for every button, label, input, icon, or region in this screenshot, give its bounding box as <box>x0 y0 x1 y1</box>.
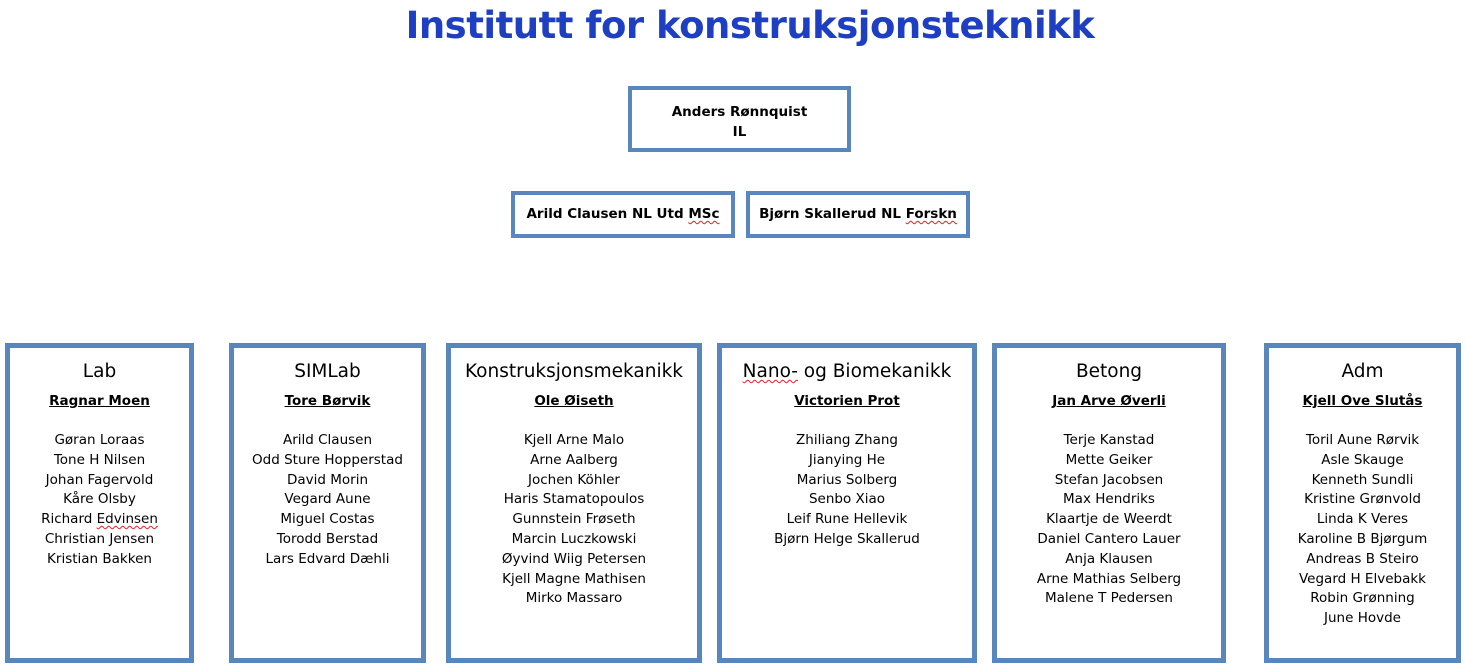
member-list <box>997 431 1221 609</box>
member-name: Jochen Köhler <box>528 471 620 488</box>
department-name: Konstruksjonsmekanikk <box>464 361 684 382</box>
member-name: Marcin Luczkowski <box>511 530 637 547</box>
member-name: Kåre Olsby <box>63 491 136 508</box>
member-name: Mirko Massaro <box>525 590 623 607</box>
member-name: Anja Klausen <box>1065 550 1153 567</box>
member-name: Toril Aune Rørvik <box>1305 432 1420 448</box>
department-name: Betong <box>1075 361 1143 382</box>
member-name: Bjørn Helge Skallerud <box>774 530 920 547</box>
department-box-konstruksjonsmekanikk <box>446 343 702 663</box>
member-name: Kristian Bakken <box>47 550 152 567</box>
member-list <box>1269 431 1456 629</box>
member-name: Haris Stamatopoulos <box>503 491 645 508</box>
member-name: Gunnstein Frøseth <box>512 511 636 528</box>
member-name: Terje Kanstad <box>1063 432 1155 448</box>
member-name: Miguel Costas <box>280 511 375 528</box>
member-name: Kjell Arne Malo <box>523 432 625 448</box>
member-name: Tone H Nilsen <box>53 451 146 468</box>
member-name: Linda K Veres <box>1316 511 1409 528</box>
department-box-lab <box>5 343 194 663</box>
leader-role: IL <box>732 124 747 140</box>
member-list <box>10 431 189 570</box>
member-name: Klaartje de Weerdt <box>1046 511 1172 528</box>
leader-box <box>628 86 851 152</box>
department-name: Adm <box>1341 361 1384 382</box>
department-head: Jan Arve Øverli <box>1052 393 1166 409</box>
member-name: Christian Jensen <box>44 530 155 547</box>
deputy-box-research: Bjørn Skallerud NL Forskn <box>746 191 970 238</box>
member-name: Johan Fagervold <box>45 471 154 488</box>
member-name: Arne Mathias Selberg <box>1036 570 1182 587</box>
department-box-simlab <box>229 343 426 663</box>
member-name: Jianying He <box>808 451 886 468</box>
member-name: Stefan Jacobsen <box>1054 471 1164 488</box>
member-name: Senbo Xiao <box>808 491 886 508</box>
member-name: Andreas B Steiro <box>1306 550 1419 567</box>
department-head: Kjell Ove Slutås <box>1302 393 1423 409</box>
member-name: June Hovde <box>1324 610 1401 627</box>
member-name: David Morin <box>286 471 369 488</box>
member-name: Mette Geiker <box>1065 451 1153 468</box>
department-head: Ragnar Moen <box>49 393 150 409</box>
member-name: Daniel Cantero Lauer <box>1037 530 1181 547</box>
department-head: Tore Børvik <box>284 393 371 409</box>
member-list <box>722 431 972 550</box>
member-name: Øyvind Wiig Petersen <box>501 550 647 567</box>
member-name: Gøran Loraas <box>54 432 145 448</box>
member-name: Kenneth Sundli <box>1311 471 1414 488</box>
member-name: Vegard Aune <box>284 491 371 508</box>
member-name: Robin Grønning <box>1310 590 1415 607</box>
member-name: Marius Solberg <box>796 471 898 488</box>
member-list <box>234 431 421 570</box>
leader-name: Anders Rønnquist <box>671 104 808 120</box>
member-name: Kjell Magne Mathisen <box>502 570 646 587</box>
member-name: Max Hendriks <box>1063 491 1155 508</box>
member-name: Malene T Pedersen <box>1045 590 1173 607</box>
member-name: Richard Edvinsen <box>41 511 158 528</box>
member-name: Odd Sture Hopperstad <box>252 451 403 468</box>
member-name: Asle Skauge <box>1321 451 1404 468</box>
department-box-adm <box>1264 343 1461 663</box>
department-name: Lab <box>82 361 117 382</box>
member-list <box>451 431 697 609</box>
department-box-betong <box>992 343 1226 663</box>
member-name: Kristine Grønvold <box>1304 491 1421 508</box>
department-box-nano-biomekanikk <box>717 343 977 663</box>
deputy-box-education: Arild Clausen NL Utd MSc <box>511 191 735 238</box>
member-name: Vegard H Elvebakk <box>1298 570 1426 587</box>
member-name: Karoline B Bjørgum <box>1297 530 1428 547</box>
member-name: Leif Rune Hellevik <box>786 511 908 528</box>
member-name: Torodd Berstad <box>276 530 379 547</box>
department-name: SIMLab <box>294 361 361 382</box>
department-head: Ole Øiseth <box>534 393 614 409</box>
department-name: Nano- og Biomekanikk <box>742 361 952 382</box>
member-name: Lars Edvard Dæhli <box>265 550 390 567</box>
member-name: Arild Clausen <box>282 432 373 448</box>
member-name: Arne Aalberg <box>530 451 618 468</box>
department-head: Victorien Prot <box>794 393 900 409</box>
page-title: Institutt for konstruksjonsteknikk <box>405 4 1095 47</box>
member-name: Zhiliang Zhang <box>796 432 898 448</box>
